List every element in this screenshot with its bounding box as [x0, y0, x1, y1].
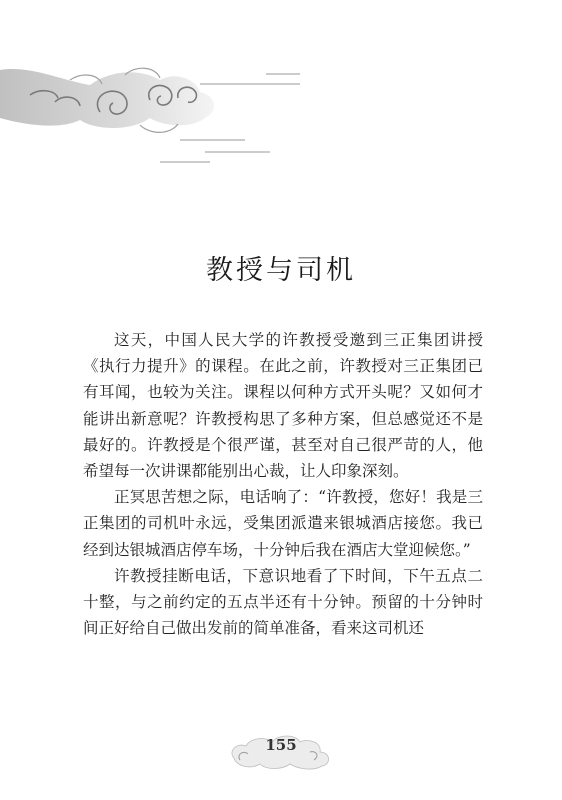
paragraph: 正冥思苦想之际，电话响了：“许教授，您好！我是三正集团的司机叶永远，受集团派遣来银城酒店接您。我已经到达银城酒店停车场，十分钟后我在酒店大堂迎候您。”: [83, 488, 483, 559]
page-title: 教授与司机: [206, 255, 356, 286]
page-number: 155: [265, 736, 297, 754]
cloud-ornament-icon: [0, 40, 300, 170]
paragraph: 许教授挂断电话，下意识地看了下时间，下午五点二十整，与之前约定的五点半还有十分钟。预留的十分钟时间正好给自己做出发前的简单准备，看来这司机还: [83, 566, 483, 638]
body-text: [83, 327, 483, 641]
paragraph: 这天，中国人民大学的许教授受邀到三正集团讲授《执行力提升》的课程。在此之前，许教授对三正集团已有耳闻，也较为关注。课程以何种方式开头呢？又如何才能讲出新意呢？许教授构思了多种方案，但总感觉还不是最好的。许教授是个很严谨，甚至对自己很严苛的人，他希望每一次讲课都能别出心裁，让人印象深刻。: [83, 331, 483, 481]
